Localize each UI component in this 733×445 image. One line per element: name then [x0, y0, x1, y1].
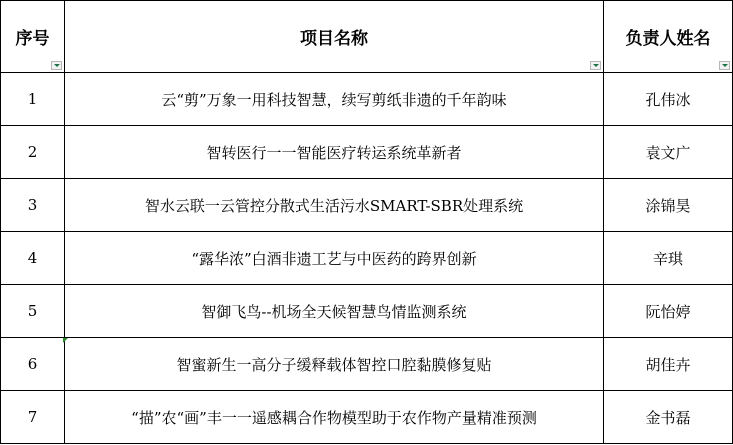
header-row — [1, 1, 733, 73]
header-cell-no[interactable] — [1, 1, 65, 73]
comment-indicator-icon[interactable] — [63, 338, 68, 343]
cell-no[interactable]: 1 — [1, 73, 65, 126]
cell-person[interactable]: 阮怡婷 — [604, 285, 733, 338]
cell-no[interactable]: 2 — [1, 126, 65, 179]
dropdown-filter-icon[interactable] — [590, 61, 601, 70]
table-row — [1, 73, 733, 126]
cell-project-name[interactable]: “露华浓”白酒非遗工艺与中医药的跨界创新 — [65, 232, 604, 285]
header-name-label: 项目名称 — [300, 29, 368, 49]
table-row — [1, 232, 733, 285]
table-row — [1, 126, 733, 179]
dropdown-filter-icon[interactable] — [719, 61, 730, 70]
table-row — [1, 338, 733, 391]
header-no-label: 序号 — [15, 29, 50, 49]
cell-no[interactable]: 3 — [1, 179, 65, 232]
cell-project-name[interactable]: 智转医行一一智能医疗转运系统革新者 — [65, 126, 604, 179]
cell-person[interactable]: 胡佳卉 — [604, 338, 733, 391]
cell-person[interactable]: 金书磊 — [604, 391, 733, 444]
table-row — [1, 179, 733, 232]
table-row — [1, 285, 733, 338]
cell-project-name[interactable]: 云“剪”万象一用科技智慧，续写剪纸非遗的千年韵味 — [65, 73, 604, 126]
cell-project-name[interactable]: “描”农“画”丰一一遥感耦合作物模型助于农作物产量精准预测 — [65, 391, 604, 444]
cell-no[interactable]: 5 — [1, 285, 65, 338]
table-row — [1, 391, 733, 444]
cell-person[interactable]: 袁文广 — [604, 126, 733, 179]
header-cell-person[interactable] — [604, 1, 733, 73]
cell-no[interactable]: 6 — [1, 338, 65, 391]
cell-person[interactable]: 孔伟冰 — [604, 73, 733, 126]
cell-person[interactable]: 涂锦昊 — [604, 179, 733, 232]
dropdown-filter-icon[interactable] — [51, 61, 62, 70]
header-cell-name[interactable] — [65, 1, 604, 73]
cell-project-name[interactable]: 智蜜新生一高分子缓释载体智控口腔黏膜修复贴 — [65, 338, 604, 391]
header-person-label: 负责人姓名 — [625, 29, 711, 49]
cell-project-name[interactable]: 智御飞鸟--机场全天候智慧鸟情监测系统 — [65, 285, 604, 338]
cell-no[interactable]: 4 — [1, 232, 65, 285]
cell-person[interactable]: 辛琪 — [604, 232, 733, 285]
cell-no[interactable]: 7 — [1, 391, 65, 444]
cell-project-name[interactable]: 智水云联一云管控分散式生活污水SMART-SBR处理系统 — [65, 179, 604, 232]
